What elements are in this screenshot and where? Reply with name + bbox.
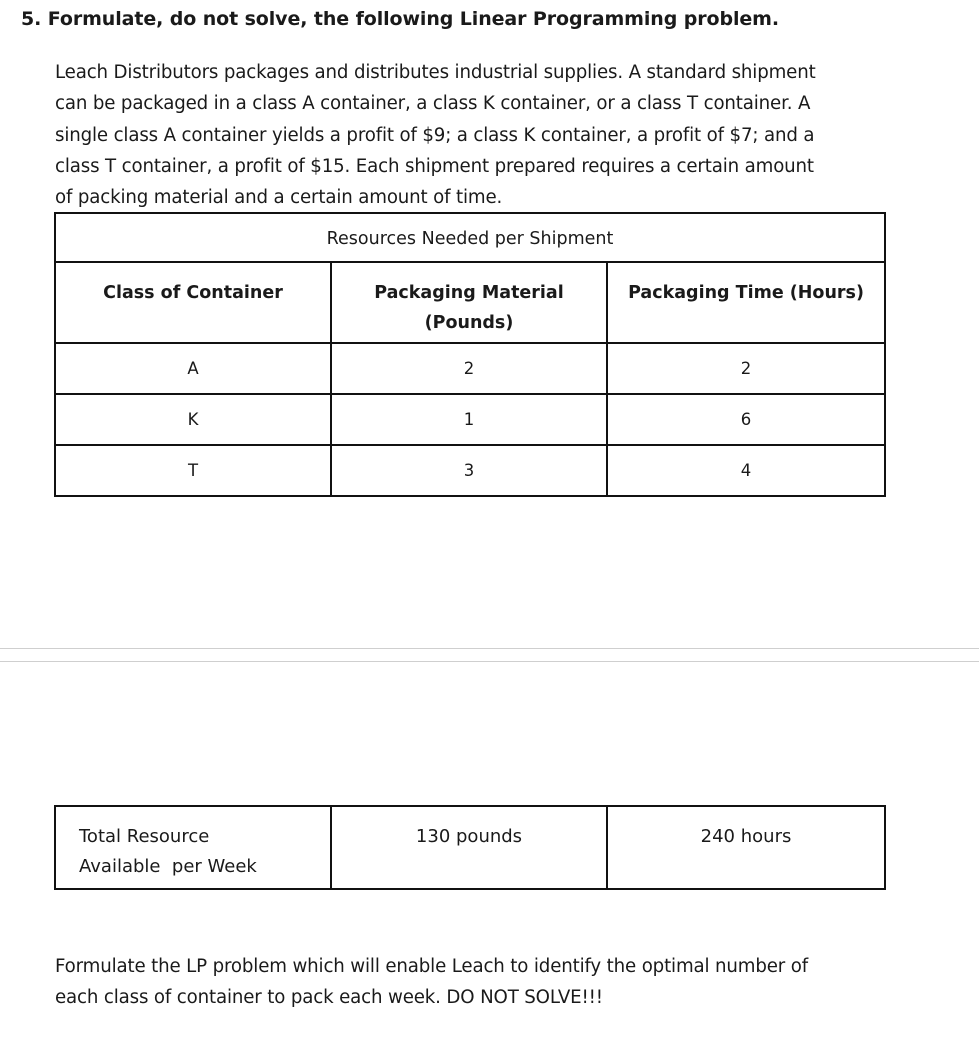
table-row <box>55 394 885 445</box>
cell-material: 1 <box>331 394 607 445</box>
cell-class: A <box>55 343 331 394</box>
resources-span-header: Resources Needed per Shipment <box>55 213 885 262</box>
closing-line: each class of container to pack each week. DO NOT SOLVE!!! <box>55 987 603 1009</box>
cell-time: 4 <box>607 445 885 496</box>
resources-table <box>54 212 886 497</box>
totals-label <box>55 806 331 889</box>
divider-line <box>0 648 979 649</box>
table-row <box>55 806 885 889</box>
description-line: Leach Distributors packages and distributes industrial supplies. A standard shipment <box>55 62 816 83</box>
column-header-class: Class of Container <box>55 262 331 343</box>
divider-line <box>0 661 979 662</box>
cell-class: T <box>55 445 331 496</box>
description-line: single class A container yields a profit of $9; a class K container, a profit of $7; and a <box>55 124 815 146</box>
description-line: can be packaged in a class A container, a class K container, or a class T container. A <box>55 93 811 115</box>
problem-heading: 5. Formulate, do not solve, the following Linear Programming problem. <box>21 8 779 30</box>
description-line: of packing material and a certain amount of time. <box>55 187 503 209</box>
table-header-row <box>55 213 885 262</box>
totals-material: 130 pounds <box>331 806 607 889</box>
cell-material: 2 <box>331 343 607 394</box>
cell-class: K <box>55 394 331 445</box>
totals-time: 240 hours <box>607 806 885 889</box>
column-header-material <box>331 262 607 343</box>
table-row <box>55 343 885 394</box>
table-row <box>55 445 885 496</box>
column-header-time: Packaging Time (Hours) <box>607 262 885 343</box>
totals-label-line2: Available per Week <box>79 856 257 877</box>
closing-line: Formulate the LP problem which will enable Leach to identify the optimal number of <box>55 956 808 977</box>
problem-description <box>55 57 915 213</box>
column-header-material-line1: Packaging Material <box>374 283 564 303</box>
totals-label-line1: Total Resource <box>79 826 210 847</box>
cell-time: 2 <box>607 343 885 394</box>
column-header-material-line2: (Pounds) <box>424 313 514 333</box>
cell-material: 3 <box>331 445 607 496</box>
totals-table <box>54 805 886 890</box>
cell-time: 6 <box>607 394 885 445</box>
description-line: class T container, a profit of $15. Each shipment prepared requires a certain amount <box>55 155 814 177</box>
table-column-header-row <box>55 262 885 343</box>
closing-instructions <box>55 951 915 1014</box>
